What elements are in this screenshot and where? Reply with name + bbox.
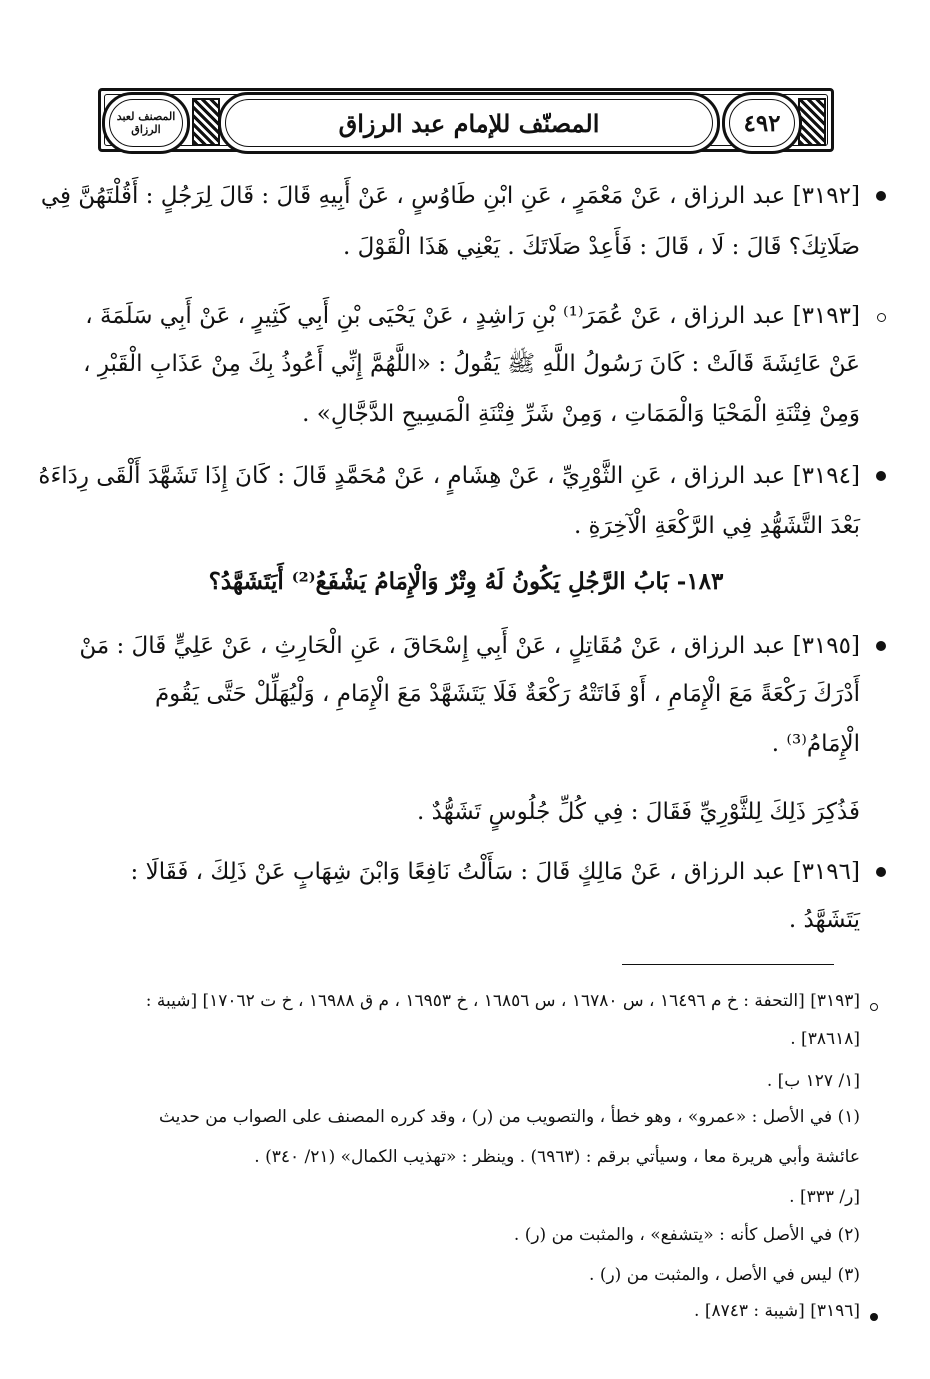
text-line: [٣١٩٤] عبد الرزاق ، عَنِ الثَّوْرِيِّ ، عَنْ هِشَامٍ ، عَنْ مُحَمَّدٍ قَالَ : كَانَ إِذَا تَشَهَّدَ أَلْقَى رِدَاءَهُ bbox=[38, 463, 860, 489]
footnote-line: (١) في الأصل : «عمرو» ، وهو خطأ ، والتصويب من (ر) ، وقد كرره المصنف على الصواب من حديث bbox=[158, 1107, 860, 1127]
chapter-heading: ١٨٣- بَابُ الرَّجُلِ يَكُونُ لَهُ وِتْرٌ وَالْإِمَامُ يَشْفَعُ⁽²⁾ أَيَتَشَهَّدُ؟ bbox=[208, 568, 724, 595]
header-logo bbox=[102, 92, 190, 154]
page-header bbox=[98, 88, 834, 152]
text-line: يَتَشَهَّدُ . bbox=[788, 907, 860, 933]
text-line: أَدْرَكَ رَكْعَةً مَعَ الْإِمَامِ ، أَوْ فَاتَتْهُ رَكْعَةٌ فَلَا يَتَشَهَّدْ مَعَ الْإِمَامِ ، وَلْيُهَلِّلْ حَتَّى يَقُومَ bbox=[154, 681, 860, 707]
text-line: [٣١٩٢] عبد الرزاق ، عَنْ مَعْمَرٍ ، عَنِ ابْنِ طَاوُسٍ ، عَنْ أَبِيهِ قَالَ : قَالَ لِرَجُلٍ : أَقُلْتَهُنَّ فِي bbox=[40, 183, 860, 209]
text-line: وَمِنْ فِتْنَةِ الْمَحْيَا وَالْمَمَاتِ ، وَمِنْ شَرِّ فِتْنَةِ الْمَسِيحِ الدَّجَّالِ» . bbox=[302, 401, 860, 427]
footnote-line: (٣) ليس في الأصل ، والمثبت من (ر) . bbox=[589, 1265, 860, 1285]
footnote-line: [٣٨٦١٨] . bbox=[790, 1029, 860, 1049]
footnote-separator bbox=[622, 964, 834, 965]
page-number-box bbox=[722, 92, 802, 154]
logo-text: المصنف لعبد الرزاق bbox=[116, 110, 176, 136]
page-number: ٤٩٢ bbox=[743, 109, 781, 137]
text-line: الْإِمَامُ⁽³⁾ . bbox=[771, 731, 860, 757]
footnote-line: (٢) في الأصل كأنه : «يتشفع» ، والمثبت من (ر) . bbox=[513, 1225, 860, 1245]
ornament-block-icon bbox=[798, 98, 826, 146]
text-line: صَلَاتِكَ؟ قَالَ : لَا ، قَالَ : فَأَعِدْ صَلَاتَكَ . يَعْنِي هَذَا الْقَوْلَ . bbox=[342, 234, 860, 260]
text-line: عَنْ عَائِشَةَ قَالَتْ : كَانَ رَسُولُ اللَّهِ ﷺ يَقُولُ : «اللَّهُمَّ إِنِّي أَعُوذُ بِكَ مِنْ عَذَابِ الْقَبْرِ ، bbox=[83, 351, 860, 377]
running-title: المصنّف للإمام عبد الرزاق bbox=[338, 108, 600, 138]
text-line: [٣١٩٦] عبد الرزاق ، عَنْ مَالِكٍ قَالَ : سَأَلْتُ نَافِعًا وَابْنَ شِهَابٍ عَنْ ذَلِكَ ، فَقَالَا : bbox=[130, 859, 860, 885]
text-line: [٣١٩٥] عبد الرزاق ، عَنْ مُقَاتِلٍ ، عَنْ أَبِي إِسْحَاقَ ، عَنِ الْحَارِثِ ، عَنْ عَلِيٍّ قَالَ : مَنْ bbox=[79, 633, 860, 659]
header-title-box bbox=[218, 92, 720, 154]
text-line: [٣١٩٣] عبد الرزاق ، عَنْ عُمَرَ⁽¹⁾ بْنِ رَاشِدٍ ، عَنْ يَحْيَى بْنِ أَبِي كَثِيرٍ ، عَنْ أَبِي سَلَمَةَ ، bbox=[85, 303, 860, 329]
footnote-line: [٣١٩٣] [التحفة : خ م ١٦٤٩٦ ، س ١٦٧٨٠ ، س ١٦٨٥٦ ، خ ١٦٩٥٣ ، م ق ١٦٩٨٨ ، خ ت ١٧٠٦٢] [شيبة : bbox=[145, 991, 860, 1011]
footnote-line: [١/ ١٢٧ ب] . bbox=[766, 1071, 860, 1091]
footnote-line: عائشة وأبي هريرة معا ، وسيأتي برقم : (٦٩٦٣) . وينظر : «تهذيب الكمال» (٢١/ ٣٤٠) . bbox=[254, 1147, 860, 1167]
text-line: بَعْدَ التَّشَهُّدِ فِي الرَّكْعَةِ الْآخِرَةِ . bbox=[573, 513, 860, 539]
ornament-block-icon bbox=[192, 98, 220, 146]
text-line: فَذُكِرَ ذَلِكَ لِلثَّوْرِيِّ فَقَالَ : فِي كُلِّ جُلُوسٍ تَشَهُّدٌ . bbox=[416, 799, 860, 825]
footnote-line: [ر/ ٣٣٣] . bbox=[789, 1187, 860, 1207]
footnote-line: [٣١٩٦] [شيبة : ٨٧٤٣] . bbox=[694, 1301, 860, 1321]
